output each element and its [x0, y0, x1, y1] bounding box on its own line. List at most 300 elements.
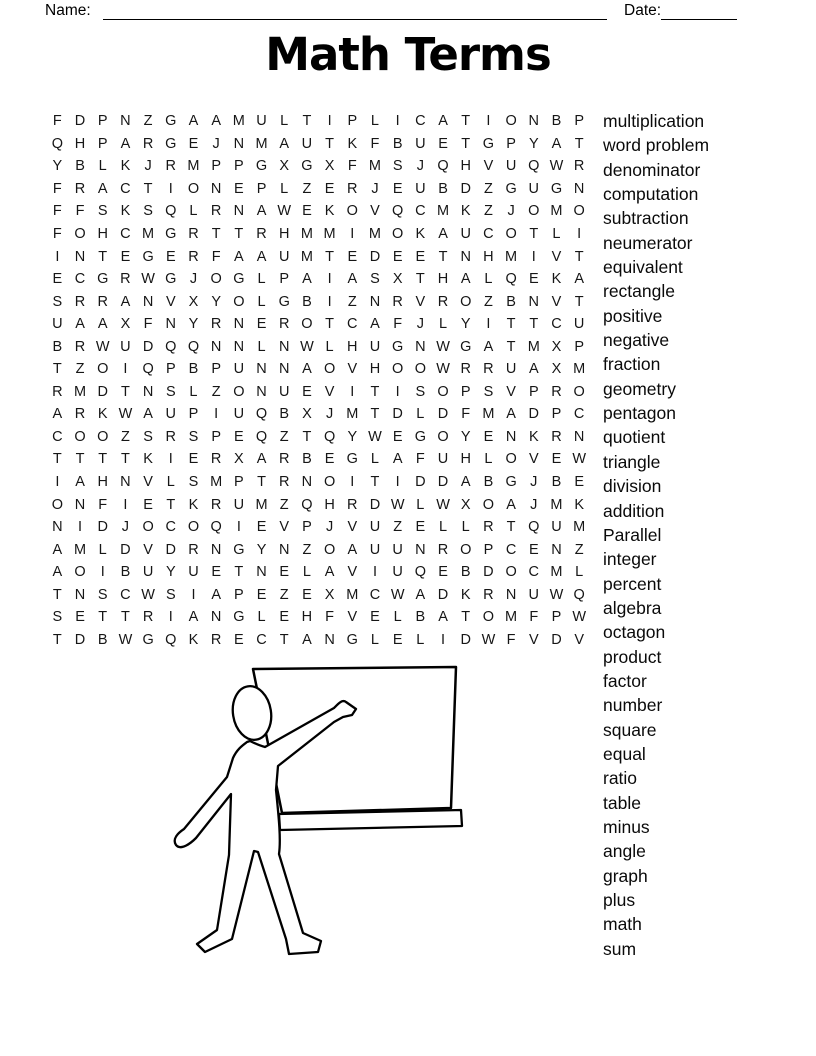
grid-letter: Y: [460, 428, 471, 445]
grid-letter: I: [236, 519, 241, 536]
grid-letter: B: [483, 474, 494, 491]
grid-letter: H: [97, 474, 108, 491]
grid-letter: A: [574, 271, 584, 288]
grid-letter: A: [392, 451, 403, 468]
grid-letter: A: [52, 564, 63, 581]
grid-letter: S: [392, 158, 403, 175]
grid-letter: N: [74, 586, 86, 603]
grid-letter: T: [98, 451, 108, 468]
grid-letter: B: [120, 564, 131, 581]
grid-letter: R: [97, 293, 108, 310]
grid-letter: C: [483, 226, 494, 242]
grid-letter: A: [415, 586, 426, 603]
grid-letter: R: [188, 541, 199, 558]
grid-letter: G: [142, 631, 154, 648]
grid-letter: W: [549, 586, 564, 603]
grid-letter: V: [370, 203, 380, 220]
grid-letter: E: [256, 586, 267, 603]
grid-letter: O: [187, 519, 200, 536]
word-list-item: division: [603, 476, 662, 497]
grid-letter: K: [551, 271, 562, 288]
grid-letter: F: [415, 451, 425, 468]
grid-letter: U: [505, 158, 517, 175]
grid-letter: N: [256, 383, 267, 400]
grid-letter: A: [483, 338, 494, 355]
grid-letter: U: [369, 338, 381, 355]
grid-letter: P: [460, 383, 471, 400]
grid-letter: V: [324, 383, 335, 400]
grid-letter: D: [369, 248, 381, 265]
grid-letter: E: [392, 248, 403, 265]
grid-letter: T: [529, 226, 539, 242]
word-list-item: quotient: [603, 427, 666, 448]
grid-letter: Q: [528, 519, 540, 536]
grid-letter: Z: [302, 541, 312, 558]
grid-letter: S: [143, 428, 153, 445]
grid-letter: C: [505, 541, 517, 558]
grid-letter: L: [325, 338, 334, 355]
grid-letter: E: [438, 135, 448, 152]
grid-letter: A: [75, 474, 85, 491]
grid-letter: X: [460, 496, 471, 513]
grid-letter: K: [188, 631, 199, 648]
grid-letter: P: [347, 113, 358, 130]
grid-letter: E: [211, 564, 221, 581]
grid-letter: L: [461, 519, 470, 536]
grid-letter: T: [257, 474, 266, 491]
grid-letter: P: [234, 474, 244, 491]
grid-letter: R: [74, 338, 86, 355]
grid-letter: K: [188, 496, 199, 513]
grid-letter: I: [441, 631, 446, 648]
grid-letter: N: [460, 248, 471, 265]
grid-letter: C: [369, 586, 381, 603]
grid-letter: Q: [210, 519, 222, 536]
grid-letter: T: [325, 248, 335, 265]
grid-letter: E: [415, 519, 426, 536]
grid-letter: T: [461, 135, 471, 152]
grid-letter: U: [233, 406, 245, 423]
grid-letter: O: [392, 361, 404, 378]
word-list: [603, 109, 709, 961]
grid-letter: R: [120, 271, 131, 288]
grid-letter: A: [256, 451, 267, 468]
grid-letter: Q: [505, 271, 517, 288]
word-list-item: triangle: [603, 451, 661, 472]
grid-letter: A: [438, 113, 448, 130]
grid-letter: N: [74, 248, 86, 265]
grid-letter: Z: [143, 113, 153, 130]
grid-letter: I: [168, 451, 173, 468]
grid-letter: M: [368, 226, 382, 242]
grid-letter: T: [302, 428, 312, 445]
word-list-item: integer: [603, 549, 657, 570]
grid-letter: Q: [528, 158, 540, 175]
grid-letter: R: [188, 248, 199, 265]
grid-letter: M: [346, 406, 359, 423]
grid-letter: B: [551, 113, 562, 130]
grid-letter: T: [120, 609, 130, 626]
grid-letter: D: [528, 406, 540, 423]
grid-letter: D: [97, 383, 108, 400]
grid-letter: L: [484, 451, 493, 468]
grid-letter: C: [415, 113, 426, 130]
grid-letter: B: [506, 293, 516, 310]
grid-letter: F: [393, 316, 403, 333]
grid-letter: F: [52, 226, 62, 242]
grid-letter: R: [551, 428, 562, 445]
grid-letter: P: [97, 113, 108, 130]
grid-letter: O: [233, 293, 245, 310]
grid-letter: U: [573, 316, 585, 333]
grid-letter: A: [256, 248, 267, 265]
grid-letter: A: [188, 609, 199, 626]
grid-letter: N: [301, 474, 313, 491]
grid-letter: B: [75, 158, 85, 175]
grid-letter: R: [210, 496, 222, 513]
page-title: Math Terms: [265, 28, 551, 81]
grid-letter: Q: [165, 203, 177, 220]
grid-letter: S: [483, 383, 494, 400]
grid-letter: U: [392, 564, 403, 581]
grid-letter: T: [370, 474, 380, 491]
grid-letter: L: [257, 271, 266, 288]
grid-letter: Z: [279, 428, 289, 445]
grid-letter: T: [574, 135, 584, 152]
grid-letter: O: [74, 428, 86, 445]
grid-letter: R: [437, 293, 449, 310]
grid-letter: M: [505, 248, 518, 265]
word-list-item: addition: [603, 500, 665, 521]
grid-letter: J: [144, 158, 152, 175]
grid-letter: A: [438, 226, 448, 242]
grid-letter: G: [414, 428, 426, 445]
grid-letter: L: [280, 180, 289, 197]
grid-letter: W: [277, 203, 292, 220]
grid-letter: N: [573, 180, 585, 197]
grid-letter: C: [256, 631, 267, 648]
grid-letter: W: [572, 609, 586, 626]
grid-letter: H: [324, 496, 335, 513]
grid-letter: D: [437, 406, 449, 423]
grid-letter: O: [460, 541, 472, 558]
grid-letter: H: [460, 158, 471, 175]
grid-letter: G: [278, 293, 290, 310]
grid-letter: L: [370, 113, 379, 130]
grid-letter: S: [97, 203, 108, 220]
grid-letter: T: [438, 248, 448, 265]
grid-letter: G: [255, 158, 268, 175]
grid-letter: C: [120, 586, 131, 603]
grid-letter: E: [188, 451, 199, 468]
grid-letter: Q: [255, 428, 268, 445]
name-blank-line: [103, 0, 607, 20]
grid-letter: E: [483, 428, 494, 445]
grid-letter: A: [234, 248, 244, 265]
word-list-item: sum: [603, 938, 637, 959]
grid-letter: J: [530, 474, 538, 491]
grid-letter: Z: [211, 383, 221, 400]
grid-letter: L: [484, 271, 493, 288]
grid-letter: V: [279, 519, 290, 536]
grid-letter: X: [324, 586, 335, 603]
grid-letter: P: [211, 158, 221, 175]
grid-letter: E: [75, 609, 85, 626]
grid-letter: N: [278, 361, 290, 378]
grid-letter: O: [437, 428, 449, 445]
grid-letter: R: [142, 609, 154, 626]
grid-letter: H: [369, 361, 381, 378]
grid-letter: E: [324, 180, 335, 197]
grid-letter: U: [528, 180, 540, 197]
grid-letter: F: [75, 203, 85, 220]
grid-letter: Q: [323, 428, 336, 445]
grid-letter: S: [370, 271, 380, 288]
grid-letter: I: [372, 564, 377, 581]
grid-letter: W: [549, 158, 564, 175]
grid-letter: O: [74, 564, 86, 581]
grid-letter: F: [506, 631, 516, 648]
grid-letter: B: [460, 564, 471, 581]
grid-letter: Y: [528, 135, 539, 152]
grid-letter: E: [279, 564, 290, 581]
grid-letter: S: [188, 428, 199, 445]
grid-letter: P: [211, 428, 221, 445]
grid-letter: T: [325, 316, 335, 333]
grid-letter: I: [350, 474, 355, 491]
grid-letter: U: [120, 338, 131, 355]
grid-letter: K: [460, 586, 471, 603]
word-list-item: equal: [603, 743, 646, 764]
grid-letter: R: [210, 316, 222, 333]
grid-letter: Q: [165, 338, 177, 355]
grid-letter: R: [278, 316, 290, 333]
grid-letter: I: [531, 248, 536, 265]
grid-letter: T: [461, 609, 471, 626]
word-list-item: positive: [603, 305, 663, 326]
grid-letter: T: [370, 406, 380, 423]
grid-letter: P: [234, 158, 244, 175]
grid-letter: Y: [256, 541, 267, 558]
grid-letter: U: [369, 519, 381, 536]
grid-letter: P: [234, 586, 244, 603]
grid-letter: A: [211, 586, 221, 603]
grid-letter: F: [461, 406, 471, 423]
grid-letter: N: [528, 113, 540, 130]
grid-letter: B: [188, 361, 199, 378]
grid-letter: E: [370, 609, 380, 626]
grid-letter: U: [278, 248, 290, 265]
grid-letter: N: [210, 541, 222, 558]
grid-letter: R: [460, 361, 471, 378]
grid-letter: M: [232, 113, 245, 130]
teacher-illustration: [170, 656, 485, 962]
grid-letter: P: [551, 406, 562, 423]
grid-letter: E: [234, 180, 244, 197]
grid-letter: B: [279, 406, 290, 423]
grid-letter: A: [211, 113, 221, 130]
grid-letter: C: [551, 316, 562, 333]
word-list-item: multiplication: [603, 111, 705, 131]
grid-letter: P: [188, 406, 199, 423]
grid-letter: O: [505, 226, 517, 242]
grid-letter: V: [347, 519, 358, 536]
grid-letter: C: [528, 564, 540, 581]
grid-letter: T: [574, 248, 584, 265]
grid-letter: A: [347, 541, 358, 558]
grid-letter: P: [256, 180, 267, 197]
grid-letter: A: [506, 496, 516, 513]
grid-letter: R: [165, 428, 177, 445]
grid-letter: A: [460, 474, 471, 491]
grid-letter: F: [52, 203, 62, 220]
grid-letter: M: [300, 248, 313, 265]
grid-letter: Y: [188, 316, 199, 333]
word-list-item: square: [603, 719, 657, 740]
grid-letter: X: [234, 451, 244, 468]
grid-letter: P: [551, 609, 562, 626]
grid-letter: D: [415, 474, 426, 491]
grid-letter: N: [505, 428, 517, 445]
grid-letter: O: [505, 113, 517, 130]
word-list-item: ratio: [603, 768, 638, 789]
grid-letter: P: [279, 271, 290, 288]
grid-letter: M: [300, 226, 313, 242]
grid-letter: O: [301, 316, 313, 333]
grid-letter: M: [142, 226, 155, 242]
grid-letter: N: [505, 586, 517, 603]
grid-letter: Q: [573, 586, 585, 603]
grid-letter: M: [255, 496, 268, 513]
grid-letter: T: [461, 113, 471, 130]
grid-letter: V: [415, 293, 426, 310]
grid-letter: C: [120, 180, 131, 197]
grid-letter: S: [143, 203, 153, 220]
grid-letter: W: [368, 428, 382, 445]
grid-letter: L: [98, 541, 107, 558]
grid-letter: W: [141, 586, 155, 603]
grid-letter: C: [120, 226, 131, 242]
grid-letter: W: [436, 496, 450, 513]
grid-letter: D: [74, 631, 86, 648]
grid-letter: E: [392, 180, 403, 197]
grid-letter: L: [438, 316, 448, 333]
grid-letter: M: [187, 158, 200, 175]
grid-letter: J: [325, 519, 334, 536]
grid-letter: M: [255, 135, 268, 152]
grid-letter: R: [210, 203, 222, 220]
grid-letter: R: [52, 383, 63, 400]
grid-letter: A: [52, 541, 63, 558]
grid-letter: E: [256, 519, 267, 536]
grid-letter: A: [279, 135, 290, 152]
grid-letter: O: [505, 564, 517, 581]
grid-letter: Y: [52, 158, 63, 175]
grid-letter: W: [481, 631, 496, 648]
letter-grid: [46, 110, 591, 651]
grid-letter: Q: [414, 564, 426, 581]
grid-letter: W: [118, 406, 133, 423]
grid-letter: R: [74, 293, 86, 310]
word-list-item: word problem: [603, 135, 710, 156]
grid-letter: K: [324, 203, 335, 220]
grid-letter: G: [165, 113, 177, 130]
grid-letter: U: [142, 564, 154, 581]
grid-letter: C: [74, 271, 86, 288]
grid-letter: P: [483, 541, 494, 558]
word-list-item: denominator: [603, 159, 701, 180]
grid-letter: N: [278, 338, 290, 355]
grid-letter: O: [323, 541, 336, 558]
grid-letter: S: [52, 609, 63, 626]
grid-letter: T: [370, 383, 380, 400]
grid-letter: X: [279, 158, 290, 175]
grid-letter: E: [551, 451, 562, 468]
grid-letter: R: [278, 474, 290, 491]
grid-letter: R: [188, 226, 199, 242]
grid-letter: L: [257, 293, 266, 310]
grid-letter: D: [437, 474, 449, 491]
grid-letter: A: [302, 361, 312, 378]
grid-letter: B: [97, 631, 108, 648]
grid-letter: J: [416, 316, 424, 333]
grid-letter: T: [98, 248, 108, 265]
grid-letter: A: [97, 316, 108, 333]
grid-letter: D: [551, 631, 562, 648]
grid-letter: E: [528, 541, 539, 558]
grid-letter: O: [437, 383, 449, 400]
grid-letter: G: [346, 631, 358, 648]
grid-letter: G: [233, 609, 245, 626]
grid-letter: Z: [483, 203, 493, 220]
grid-letter: V: [143, 541, 153, 558]
grid-letter: K: [97, 406, 108, 423]
grid-letter: K: [460, 203, 471, 220]
grid-letter: G: [142, 248, 154, 265]
word-list-item: octagon: [603, 622, 666, 643]
grid-letter: Q: [301, 496, 313, 513]
grid-letter: G: [460, 338, 472, 355]
word-list-item: Parallel: [603, 524, 662, 545]
grid-letter: E: [120, 248, 131, 265]
word-list-item: equivalent: [603, 257, 683, 278]
grid-letter: M: [73, 383, 87, 400]
grid-letter: Z: [483, 180, 493, 197]
grid-letter: J: [121, 519, 130, 536]
grid-letter: J: [325, 406, 334, 423]
grid-letter: G: [233, 271, 245, 288]
grid-letter: M: [73, 541, 87, 558]
grid-letter: K: [143, 451, 153, 468]
grid-letter: O: [97, 361, 109, 378]
grid-letter: D: [392, 406, 403, 423]
grid-letter: E: [234, 631, 244, 648]
grid-letter: N: [210, 338, 222, 355]
grid-letter: V: [483, 158, 494, 175]
grid-letter: E: [302, 586, 312, 603]
grid-letter: Z: [393, 519, 403, 536]
grid-letter: A: [52, 406, 63, 423]
grid-letter: N: [528, 293, 540, 310]
grid-letter: T: [415, 271, 425, 288]
grid-letter: H: [301, 609, 313, 626]
grid-letter: W: [436, 338, 450, 355]
grid-letter: B: [302, 451, 312, 468]
grid-letter: P: [211, 361, 221, 378]
grid-letter: K: [528, 428, 539, 445]
grid-letter: L: [189, 383, 198, 400]
grid-letter: X: [324, 158, 335, 175]
